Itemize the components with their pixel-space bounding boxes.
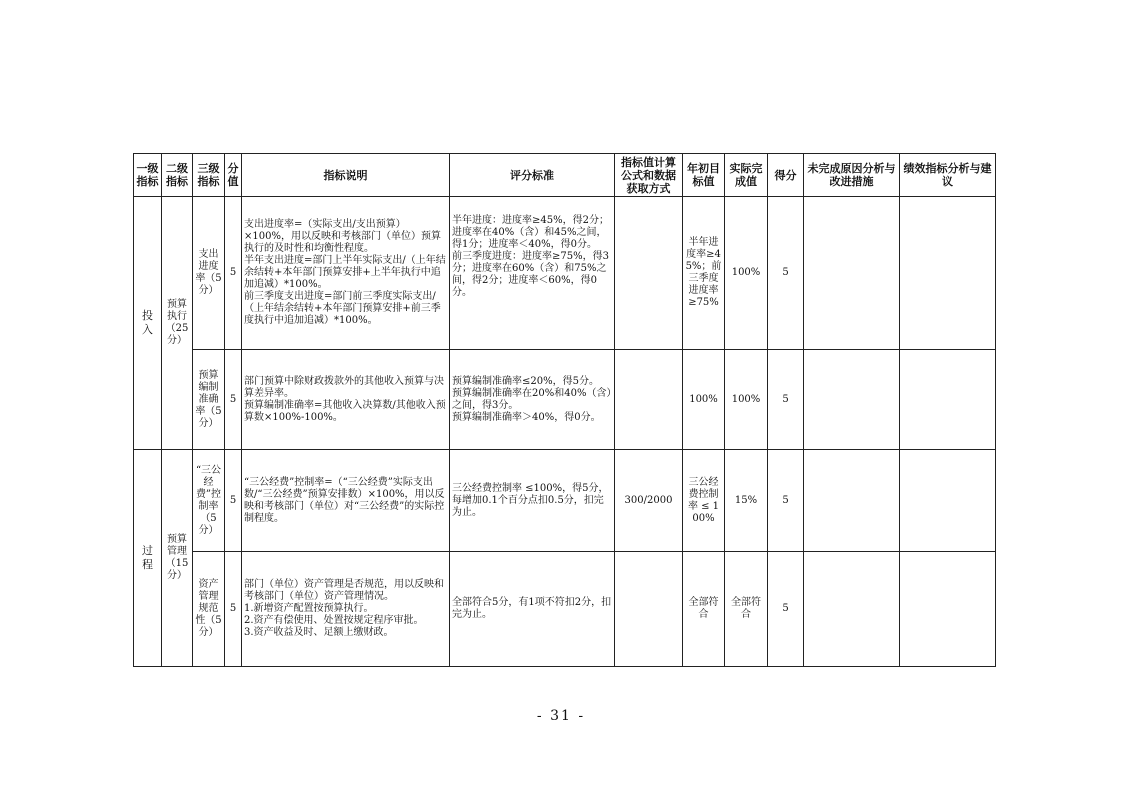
formula-cell: 300/2000 bbox=[615, 450, 683, 552]
target-cell: 100% bbox=[683, 350, 725, 450]
level3-cell: 预算编制准确率（5分） bbox=[193, 350, 225, 450]
header-level3: 三级指标 bbox=[193, 154, 225, 197]
score-value-cell: 5 bbox=[225, 197, 242, 350]
description-cell: “三公经费”控制率=（“三公经费”实际支出数/“三公经费”预算安排数）×100%，用以反映和考核部门（单位）对“三公经费”的实际控制程度。 bbox=[242, 450, 450, 552]
score-value-cell: 5 bbox=[225, 350, 242, 450]
reason-cell bbox=[804, 350, 900, 450]
level1-cell: 过 程 bbox=[134, 450, 162, 667]
table-row bbox=[134, 350, 996, 450]
header-score-value: 分值 bbox=[225, 154, 242, 197]
formula-cell bbox=[615, 552, 683, 667]
level3-cell: 支出进度率（5分） bbox=[193, 197, 225, 350]
page-number: - 31 - bbox=[536, 708, 586, 724]
suggestion-cell bbox=[900, 450, 996, 552]
description-cell: 支出进度率=（实际支出/支出预算）×100%，用以反映和考核部门（单位）预算执行的及时性和均衡性程度。 半年支出进度=部门上半年实际支出/（上年结余结转+本年部门预算安排+上半年执行中追加追减）*100%。 前三季度支出进度=部门前三季度实际支出/（上年结余结转+本年部门预算安排+前三季度执行中追加追减）*100%。 bbox=[242, 197, 450, 350]
table-row bbox=[134, 197, 996, 350]
level2-cell: 预算管理（15分） bbox=[162, 450, 193, 667]
criteria-cell: 全部符合5分，有1项不符扣2分，扣完为止。 bbox=[450, 552, 615, 667]
header-score: 得分 bbox=[768, 154, 804, 197]
header-row bbox=[134, 154, 996, 197]
header-target: 年初目标值 bbox=[683, 154, 725, 197]
level3-cell: 资产管理规范性（5分） bbox=[193, 552, 225, 667]
score-cell: 5 bbox=[768, 450, 804, 552]
table-row bbox=[134, 552, 996, 667]
header-suggestion: 绩效指标分析与建议 bbox=[900, 154, 996, 197]
header-reason: 未完成原因分析与改进措施 bbox=[804, 154, 900, 197]
target-cell: 全部符合 bbox=[683, 552, 725, 667]
reason-cell bbox=[804, 450, 900, 552]
criteria-cell: 三公经费控制率 ≤100%，得5分，每增加0.1个百分点扣0.5分，扣完为止。 bbox=[450, 450, 615, 552]
header-criteria: 评分标准 bbox=[450, 154, 615, 197]
header-actual: 实际完成值 bbox=[725, 154, 768, 197]
criteria-cell: 预算编制准确率≤20%，得5分。 预算编制准确率在20%和40%（含）之间，得3分。 预算编制准确率＞40%，得0分。 bbox=[450, 350, 615, 450]
level2-cell: 预算执行（25分） bbox=[162, 197, 193, 450]
score-value-cell: 5 bbox=[225, 552, 242, 667]
score-cell: 5 bbox=[768, 350, 804, 450]
suggestion-cell bbox=[900, 552, 996, 667]
score-cell: 5 bbox=[768, 197, 804, 350]
formula-cell bbox=[615, 197, 683, 350]
reason-cell bbox=[804, 552, 900, 667]
reason-cell bbox=[804, 197, 900, 350]
description-cell: 部门预算中除财政拨款外的其他收入预算与决算差异率。 预算编制准确率=其他收入决算数/其他收入预算数×100%-100%。 bbox=[242, 350, 450, 450]
target-cell: 半年进度率≥45%；前三季度进度率≥75% bbox=[683, 197, 725, 350]
criteria-cell: 半年进度：进度率≥45%，得2分；进度率在40%（含）和45%之间，得1分；进度率＜40%，得0分。 前三季度进度：进度率≥75%，得3分；进度率在60%（含）和75%之间，得2分；进度率＜60%，得0分。 bbox=[450, 197, 615, 350]
suggestion-cell bbox=[900, 350, 996, 450]
suggestion-cell bbox=[900, 197, 996, 350]
actual-cell: 全部符合 bbox=[725, 552, 768, 667]
level3-cell: “三公经费”控制率（5分） bbox=[193, 450, 225, 552]
header-level2: 二级指标 bbox=[162, 154, 193, 197]
table-row bbox=[134, 450, 996, 552]
target-cell: 三公经费控制率 ≤ 100% bbox=[683, 450, 725, 552]
actual-cell: 100% bbox=[725, 350, 768, 450]
description-cell: 部门（单位）资产管理是否规范，用以反映和考核部门（单位）资产管理情况。 1.新增资产配置按预算执行。 2.资产有偿使用、处置按规定程序审批。 3.资产收益及时、足额上缴财政。 bbox=[242, 552, 450, 667]
formula-cell bbox=[615, 350, 683, 450]
header-description: 指标说明 bbox=[242, 154, 450, 197]
score-cell: 5 bbox=[768, 552, 804, 667]
actual-cell: 15% bbox=[725, 450, 768, 552]
score-value-cell: 5 bbox=[225, 450, 242, 552]
header-level1: 一级指标 bbox=[134, 154, 162, 197]
performance-table bbox=[133, 153, 996, 667]
level1-cell: 投 入 bbox=[134, 197, 162, 450]
header-formula: 指标值计算公式和数据获取方式 bbox=[615, 154, 683, 197]
actual-cell: 100% bbox=[725, 197, 768, 350]
